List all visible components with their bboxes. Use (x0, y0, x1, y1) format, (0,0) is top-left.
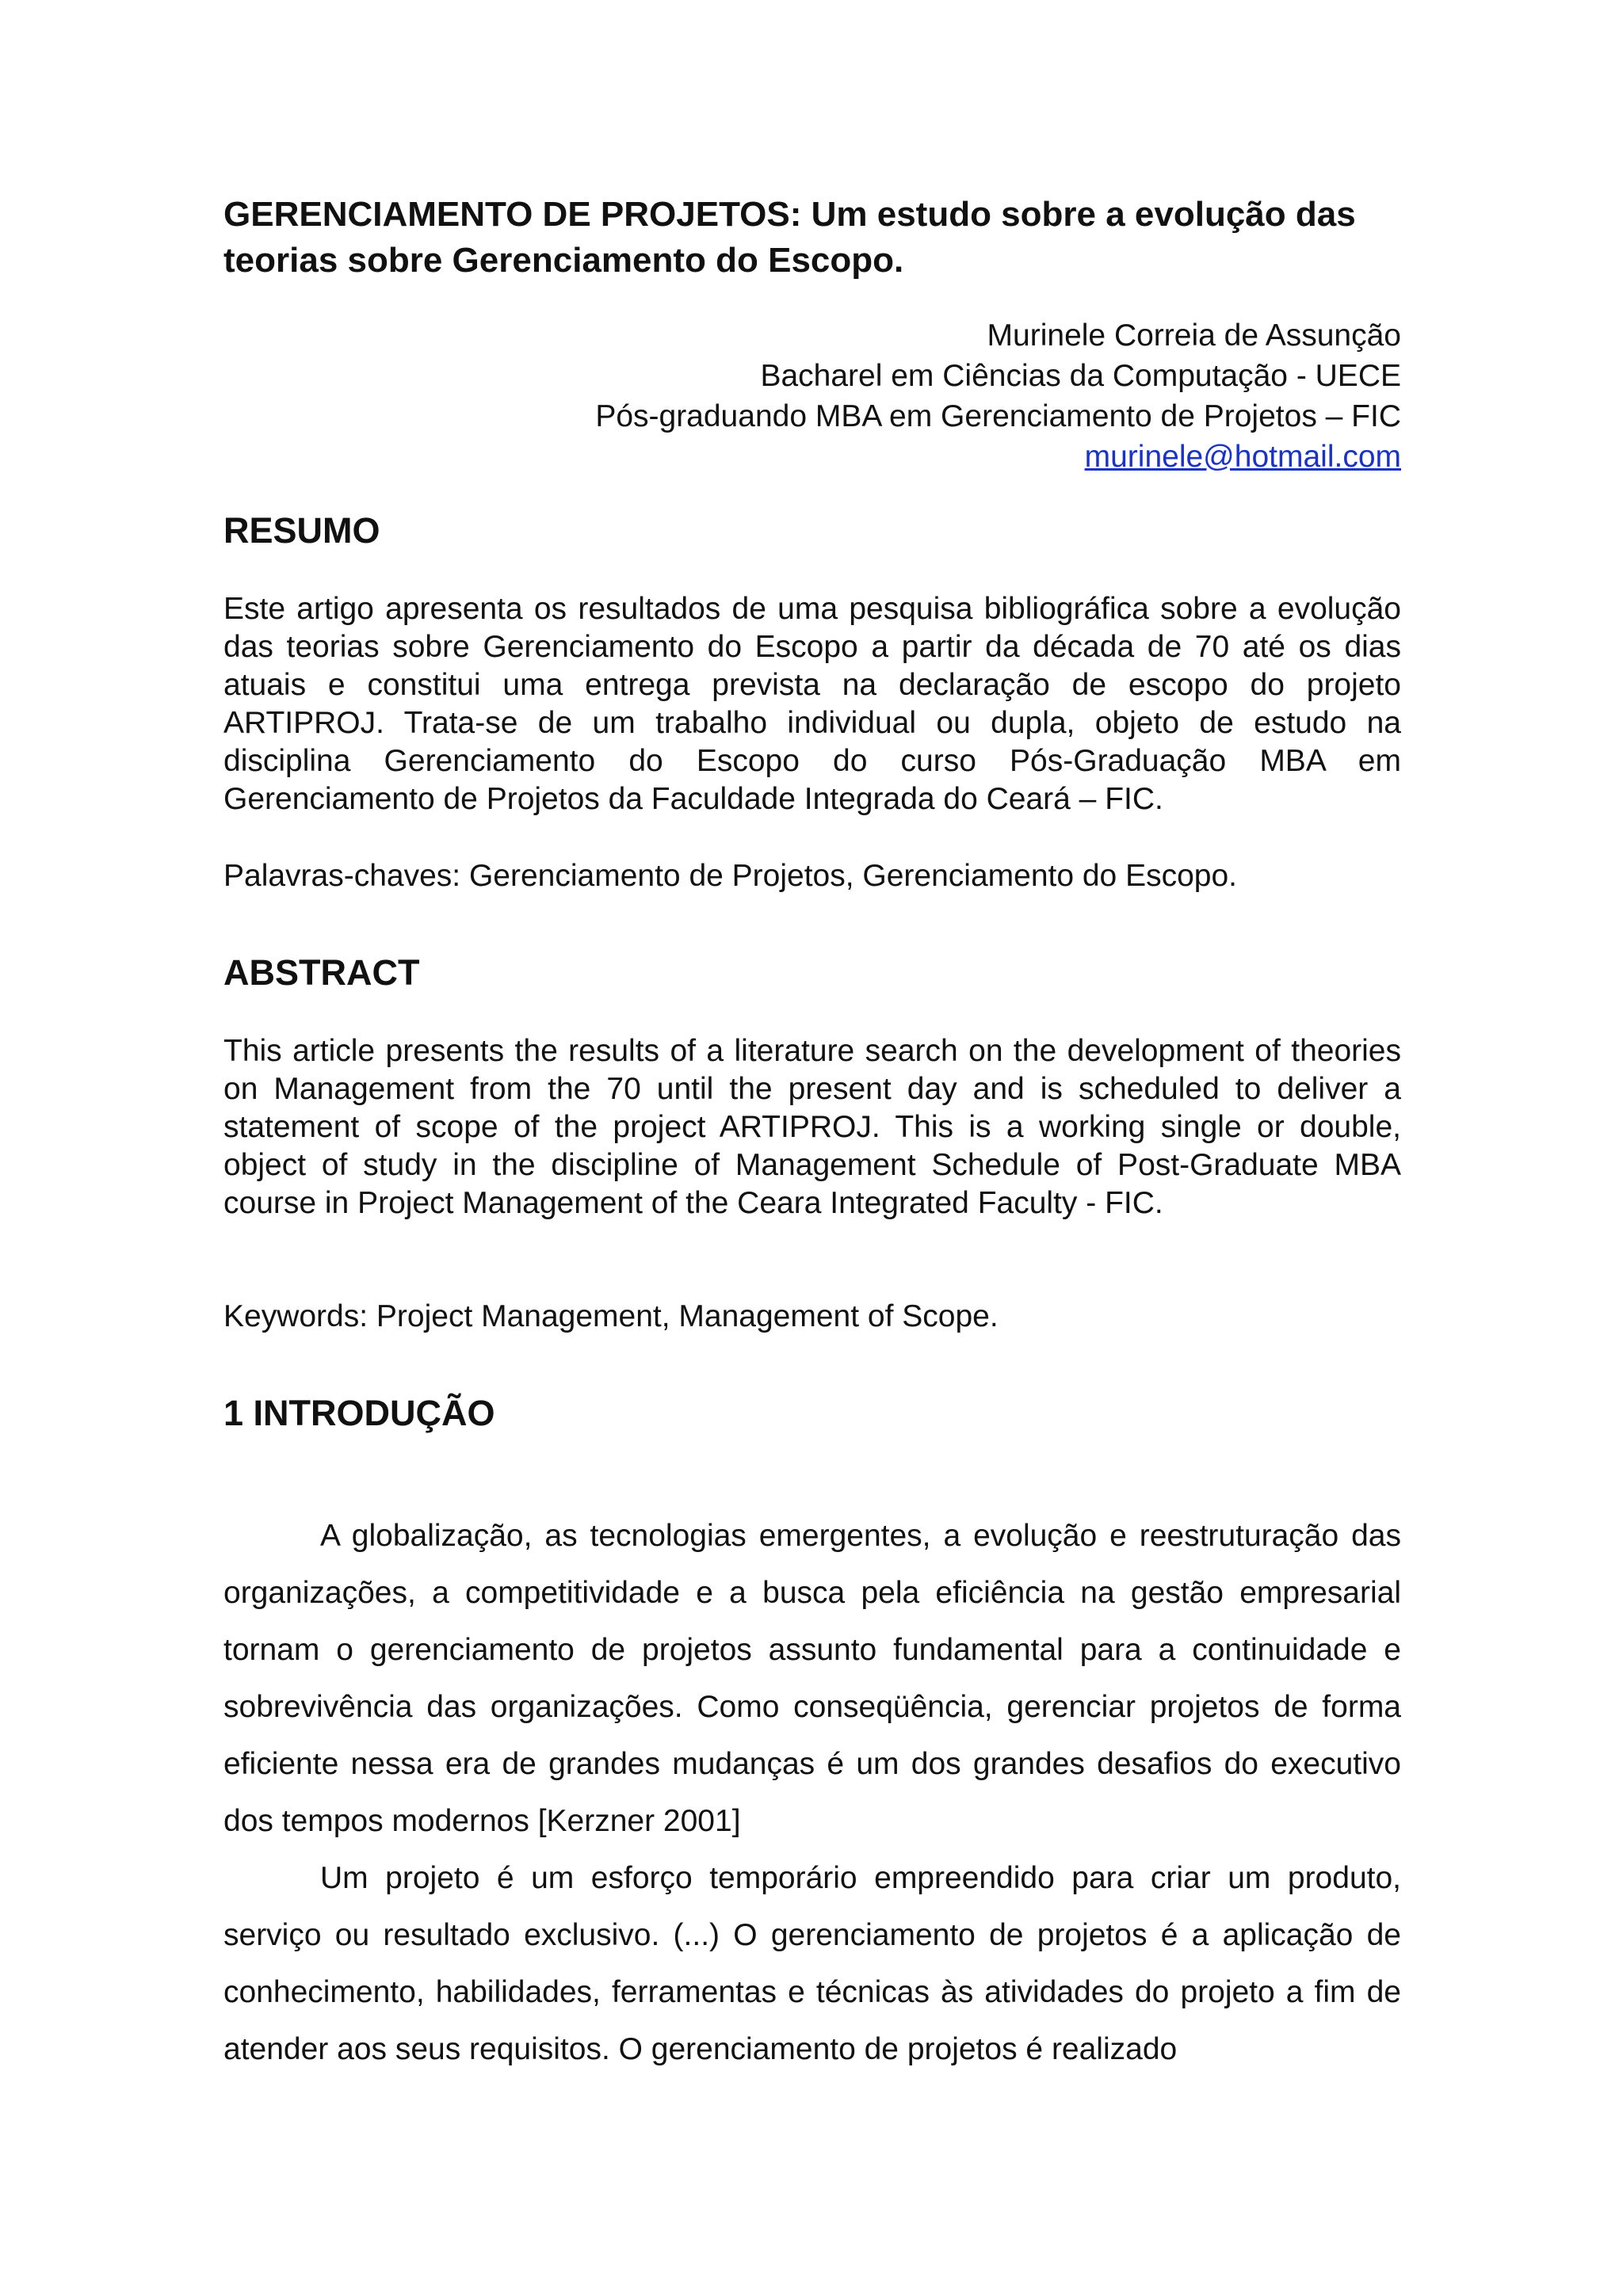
abstract-keywords: Keywords: Project Management, Management of Scope. (223, 1299, 999, 1333)
author-block (595, 315, 1401, 477)
introducao-paragraph: Um projeto é um esforço temporário empreendido para criar um produto, serviço ou resultado exclusivo. (...) O gerenciamento de projetos é a aplicação de conhecimento, habilidades, ferramentas e técnicas às atividades do projeto a fim de atender aos seus requisitos. O gerenciamento de projetos é realizado (223, 1861, 1401, 2066)
document-page (223, 0, 1401, 2296)
author-program: Pós-graduando MBA em Gerenciamento de Projetos – FIC (595, 399, 1401, 433)
resumo-paragraph: Este artigo apresenta os resultados de uma pesquisa bibliográfica sobre a evolução das teorias sobre Gerenciamento do Escopo a partir da década de 70 até os dias atuais e constitui uma entrega prevista na declaração de escopo do projeto ARTIPROJ. Trata-se de um trabalho individual ou dupla, objeto de estudo na disciplina Gerenciamento do Escopo do curso Pós-Graduação MBA em Gerenciamento de Projetos da Faculdade Integrada do Ceará – FIC. (223, 592, 1401, 816)
resumo-keywords: Palavras-chaves: Gerenciamento de Projetos, Gerenciamento do Escopo. (223, 859, 1238, 893)
introducao-heading: 1 INTRODUÇÃO (223, 1393, 495, 1433)
paper-title: GERENCIAMENTO DE PROJETOS: Um estudo sobre a evolução das teorias sobre Gerenciamento do Escopo. (223, 195, 1356, 280)
abstract-heading: ABSTRACT (223, 952, 420, 993)
author-email-link[interactable]: murinele@hotmail.com (1084, 440, 1401, 474)
author-name: Murinele Correia de Assunção (987, 318, 1401, 353)
abstract-paragraph: This article presents the results of a literature search on the development of theories on Management from the 70 until the present day and is scheduled to deliver a statement of scope of the project ARTIPROJ. This is a working single or double, object of study in the discipline of Management Schedule of Post-Graduate MBA course in Project Management of the Ceara Integrated Faculty - FIC. (223, 1034, 1401, 1220)
introducao-paragraph: A globalização, as tecnologias emergentes, a evolução e reestruturação das organizações, a competitividade e a busca pela eficiência na gestão empresarial tornam o gerenciamento de projetos assunto fundamental para a continuidade e sobrevivência das organizações. Como conseqüência, gerenciar projetos de forma eficiente nessa era de grandes mudanças é um dos grandes desafios do executivo dos tempos modernos [Kerzner 2001] (223, 1519, 1401, 1838)
author-degree: Bacharel em Ciências da Computação - UECE (760, 359, 1401, 393)
resumo-heading: RESUMO (223, 510, 380, 551)
